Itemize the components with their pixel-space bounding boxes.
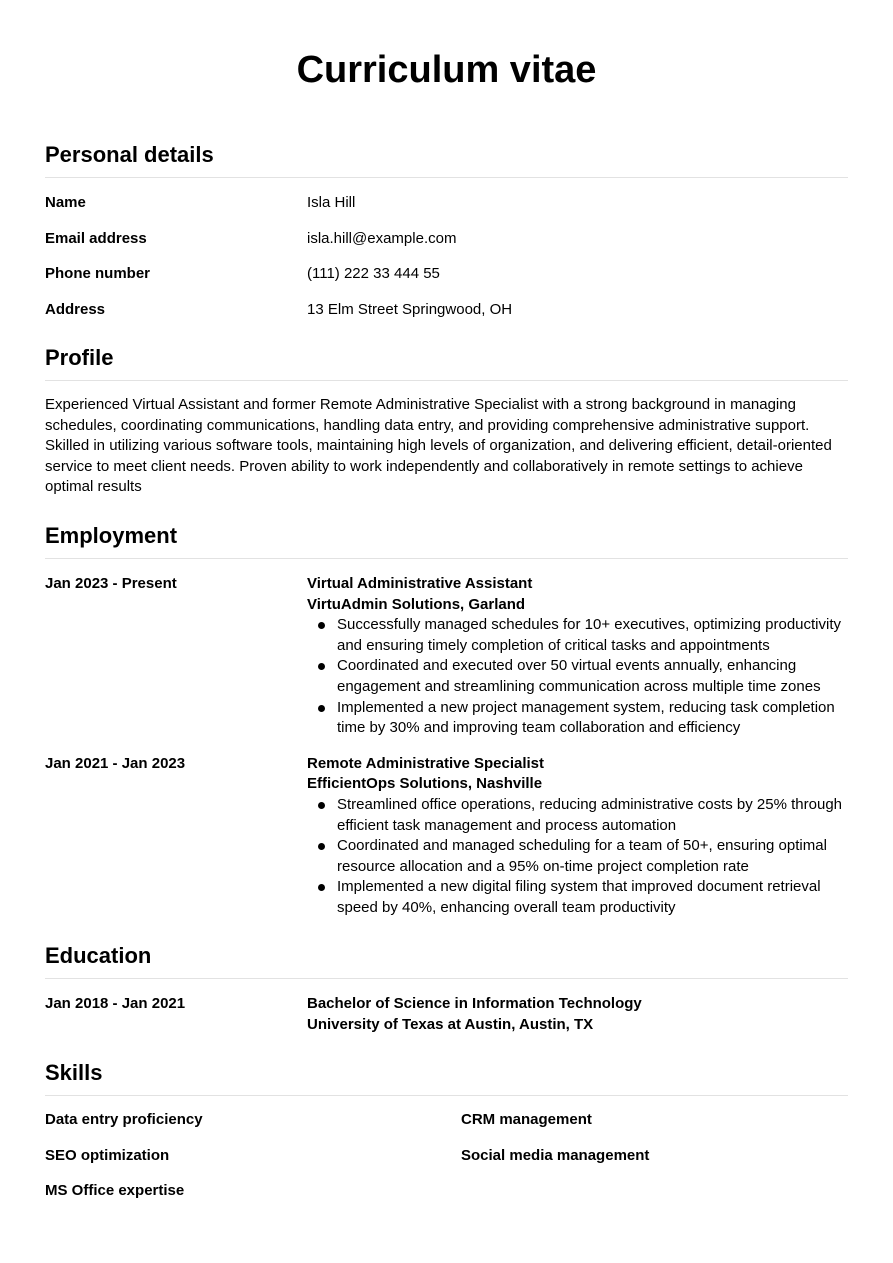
achievement-list xyxy=(307,795,848,919)
employer: VirtuAdmin Solutions, Garland xyxy=(307,595,526,613)
skill-item: Data entry proficiency xyxy=(45,1111,203,1128)
achievement-item: Successfully managed schedules for 10+ executives, optimizing productivity and ensuring timely completion of critical tasks and appointments xyxy=(307,615,848,656)
section-heading-profile: Profile xyxy=(45,344,848,381)
entry-body xyxy=(307,754,848,919)
achievement-item: Implemented a new digital filing system that improved document retrieval speed by 40%, enhancing overall team productivity xyxy=(307,877,848,918)
employment-entry xyxy=(45,574,848,739)
institution: University of Texas at Austin, Austin, TX xyxy=(307,1015,594,1033)
field-label: Address xyxy=(45,301,106,319)
field-value: 13 Elm Street Springwood, OH xyxy=(307,301,513,319)
achievement-item: Implemented a new project management system, reducing task completion time by 30% and improving team collaboration and efficiency xyxy=(307,698,848,739)
personal-details-section xyxy=(45,141,848,336)
entry-body xyxy=(307,574,848,739)
job-title: Virtual Administrative Assistant xyxy=(307,575,533,592)
section-heading-skills: Skills xyxy=(45,1059,848,1096)
skill-item: MS Office expertise xyxy=(45,1182,185,1200)
entry-date: Jan 2023 - Present xyxy=(45,575,177,592)
personal-row-address xyxy=(45,300,848,336)
entry-date: Jan 2021 - Jan 2023 xyxy=(45,754,186,772)
field-value: Isla Hill xyxy=(307,194,356,211)
section-heading-education: Education xyxy=(45,942,848,979)
degree: Bachelor of Science in Information Technology xyxy=(307,995,642,1012)
skill-item: Social media management xyxy=(461,1146,650,1164)
education-section xyxy=(45,942,848,1035)
achievement-list xyxy=(307,615,848,739)
field-label: Name xyxy=(45,194,86,211)
achievement-item: Coordinated and executed over 50 virtual events annually, enhancing engagement and streamlining communication across multiple time zones xyxy=(307,656,848,697)
personal-row-email xyxy=(45,229,848,265)
field-value: (111) 222 33 444 55 xyxy=(307,265,440,283)
personal-row-name xyxy=(45,193,848,229)
field-label: Email address xyxy=(45,229,147,247)
profile-section xyxy=(45,344,848,498)
document-title: Curriculum vitae xyxy=(296,49,597,91)
field-value: isla.hill@example.com xyxy=(307,229,457,247)
profile-summary: Experienced Virtual Assistant and former Remote Administrative Specialist with a strong background in managing schedules, coordinating communications, handling data entry, and providing comprehensive administrative support. Skilled in utilizing various software tools, maintaining high levels of organization, and delivering efficient, detail-oriented service to meet client needs. Proven ability to work independently and collaboratively in remote settings to achieve optimal results xyxy=(45,396,832,496)
achievement-item: Coordinated and managed scheduling for a team of 50+, ensuring optimal resource allocation and a 95% on-time project completion rate xyxy=(307,836,848,877)
section-heading-employment: Employment xyxy=(45,522,848,559)
job-title: Remote Administrative Specialist xyxy=(307,754,545,772)
employer: EfficientOps Solutions, Nashville xyxy=(307,775,543,793)
skill-item: CRM management xyxy=(461,1111,592,1128)
education-entry xyxy=(45,994,848,1035)
skills-section xyxy=(45,1059,848,1217)
skill-item: SEO optimization xyxy=(45,1146,170,1164)
section-heading-personal: Personal details xyxy=(45,141,848,178)
entry-date: Jan 2018 - Jan 2021 xyxy=(45,995,186,1012)
personal-row-phone xyxy=(45,264,848,300)
entry-body xyxy=(307,994,848,1035)
employment-section xyxy=(45,522,848,919)
personal-details-list xyxy=(45,193,848,336)
field-label: Phone number xyxy=(45,265,151,283)
achievement-item: Streamlined office operations, reducing administrative costs by 25% through efficient task management and process automation xyxy=(307,795,848,836)
skills-grid xyxy=(45,1110,848,1217)
employment-entry xyxy=(45,754,848,919)
